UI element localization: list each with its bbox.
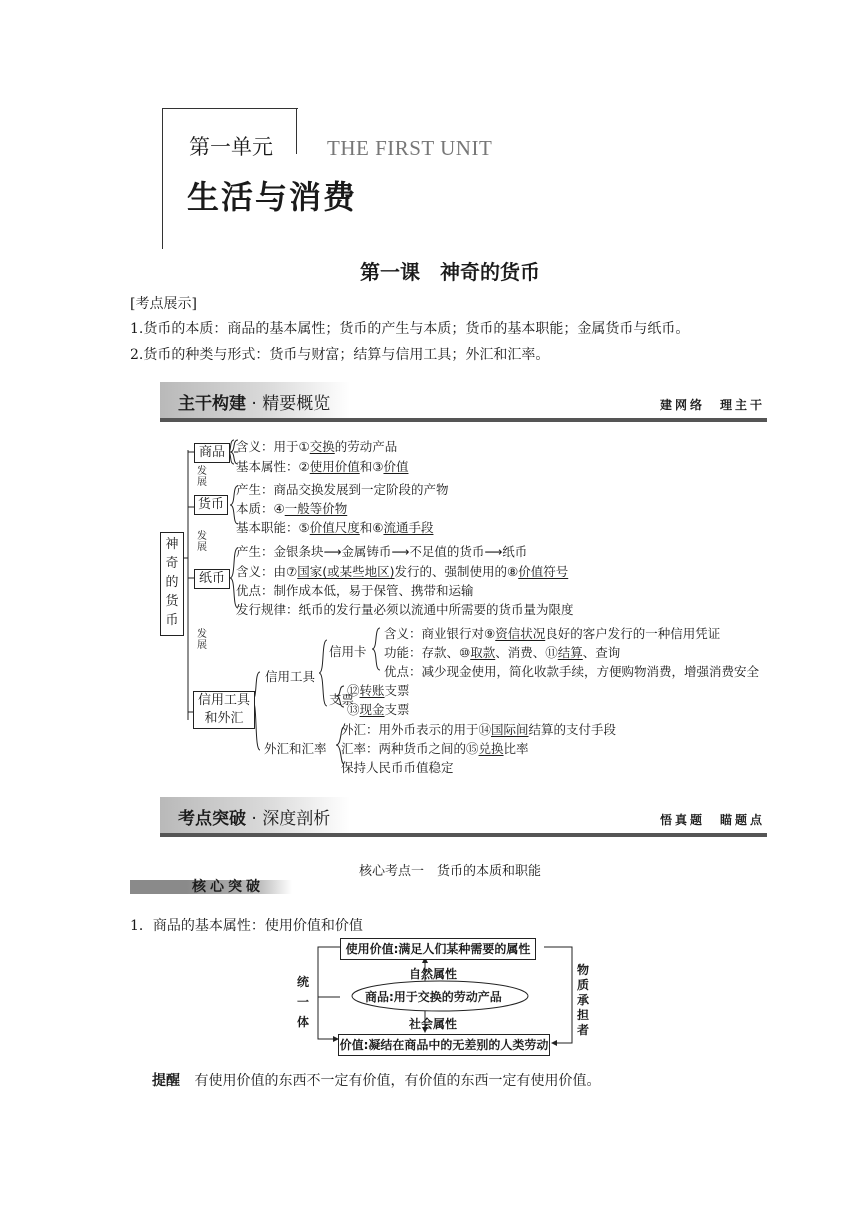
banner-right-text: 建网络 理主干 <box>659 398 765 412</box>
forex-label: 外汇和汇率 <box>264 741 327 756</box>
use-value-box: 使用价值:满足人们某种需要的属性 <box>340 938 536 960</box>
attribute-label-1: 属性 <box>433 967 458 981</box>
core-tag-label: 核心突破 <box>192 879 264 895</box>
unit-label: 第一单元 <box>189 135 273 159</box>
paper-advantages: 优点：制作成本低，易于保管、携带和运输 <box>236 583 474 598</box>
paper-meaning: 含义：由⑦国家(或某些地区)发行的、强制使用的⑧价值符号 <box>236 564 569 579</box>
reminder <box>152 1070 600 1090</box>
banner-right-text: 悟真题 瞄题点 <box>659 813 765 827</box>
reminder-text: 有使用价值的东西不一定有价值，有价值的东西一定有使用价值。 <box>194 1073 601 1089</box>
money-origin: 产生：商品交换发展到一定阶段的产物 <box>236 482 449 497</box>
cheque-cash: ⑬现金支票 <box>347 702 410 717</box>
mindmap-root: 神 奇 的 货 币 <box>160 532 184 636</box>
money-functions: 基本职能：⑤价值尺度和⑥流通手段 <box>236 520 434 535</box>
section-banner-breakthrough <box>160 797 767 837</box>
unit-frame-edge <box>296 108 297 154</box>
reminder-label: 提醒 <box>152 1073 180 1089</box>
credit-card-label: 信用卡 <box>329 644 367 659</box>
core-point-heading: 核心考点一 货币的本质和职能 <box>358 864 541 879</box>
paper-issuance-law: 发行规律：纸币的发行量必须以流通中所需要的货币量为限度 <box>236 602 574 617</box>
banner-subtitle: · 精要概览 <box>246 394 331 414</box>
node-credit-forex: 信用工具 和外汇 <box>193 691 255 729</box>
value-box: 价值:凝结在商品中的无差别的人类劳动 <box>338 1034 550 1056</box>
forex-meaning: 外汇：用外币表示的用于⑭国际间结算的支付手段 <box>341 722 617 737</box>
develop-label-1: 发 展 <box>197 466 207 488</box>
carrier-label: 物 质 承 担 者 <box>576 963 589 1037</box>
card-advantages: 优点：减少现金使用，简化收款手续，方便购物消费，增强消费安全 <box>384 664 760 679</box>
card-meaning: 含义：商业银行对⑨资信状况良好的客户发行的一种信用凭证 <box>384 626 721 641</box>
banner-subtitle: · 深度剖析 <box>246 809 331 829</box>
banner-title: 主干构建 <box>178 394 246 414</box>
unit-title: 生活与消费 <box>187 178 358 216</box>
lesson-title: 第一课 神奇的货币 <box>360 260 540 284</box>
attribute-label-2: 属性 <box>433 1017 458 1031</box>
cheque-transfer: ⑫转账支票 <box>347 683 410 698</box>
develop-label-2: 发 展 <box>197 531 207 553</box>
section-banner-main <box>160 382 767 422</box>
card-functions: 功能：存款、⑩取款、消费、⑪结算、查询 <box>384 645 621 660</box>
exam-points-heading: [考点展示] <box>130 296 197 312</box>
paper-origin: 产生：金银条块⟶金属铸币⟶不足值的货币⟶纸币 <box>236 544 528 559</box>
unity-label: 统 一 体 <box>296 975 309 1029</box>
money-essence: 本质：④一般等价物 <box>236 501 348 516</box>
unit-english: THE FIRST UNIT <box>327 136 493 160</box>
banner-title: 考点突破 <box>178 809 246 829</box>
node-paper-money: 纸币 <box>194 569 230 589</box>
node-money: 货币 <box>194 495 228 515</box>
natural-label: 自然 <box>409 967 434 981</box>
commodity-attributes: 基本属性：②使用价值和③价值 <box>236 459 409 474</box>
commodity-meaning: 含义：用于①交换的劳动产品 <box>236 439 398 454</box>
exam-point-2: 2.货币的种类与形式：货币与财富；结算与信用工具；外汇和汇率。 <box>130 347 550 363</box>
cheque-label: 支票 <box>329 692 355 707</box>
credit-tools-label: 信用工具 <box>265 669 316 684</box>
exchange-rate: 汇率：两种货币之间的⑮兑换比率 <box>341 741 529 756</box>
point-1-heading: 1．商品的基本属性：使用价值和价值 <box>130 918 363 934</box>
social-label: 社会 <box>409 1017 434 1031</box>
develop-label-3: 发 展 <box>197 629 207 651</box>
commodity-center: 商品:用于交换的劳动产品 <box>365 990 502 1004</box>
rmb-stability: 保持人民币币值稳定 <box>341 760 454 775</box>
node-commodity: 商品 <box>194 443 230 463</box>
exam-point-1: 1.货币的本质：商品的基本属性；货币的产生与本质；货币的基本职能；金属货币与纸币。 <box>130 321 690 337</box>
